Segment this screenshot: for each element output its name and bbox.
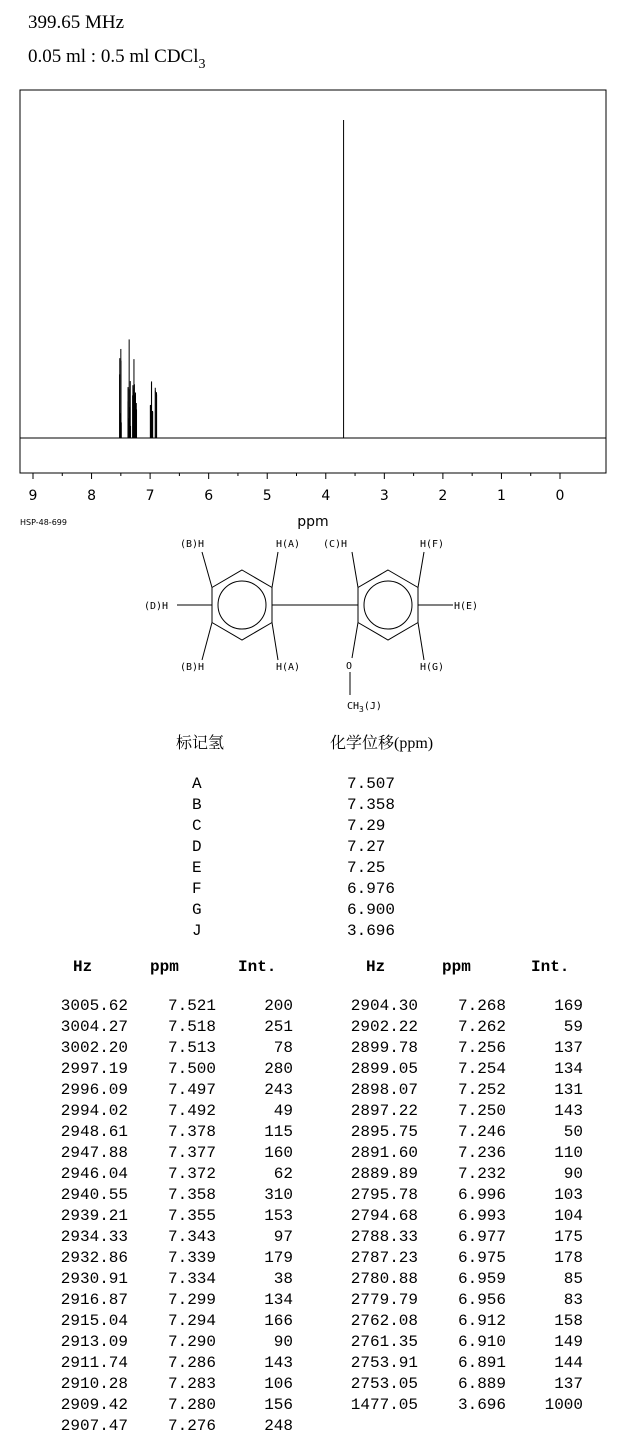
peak-hz: 2762.08 <box>350 1312 418 1330</box>
peak-row <box>0 1312 626 1333</box>
peak-intensity: 143 <box>554 1102 583 1120</box>
peak-hz: 2996.09 <box>60 1081 128 1099</box>
peak-intensity: 243 <box>264 1081 293 1099</box>
peak-ppm: 7.254 <box>457 1060 506 1078</box>
peak-hz: 2761.35 <box>350 1333 418 1351</box>
peak-ppm: 6.993 <box>457 1207 506 1225</box>
peak-hz: 2902.22 <box>350 1018 418 1036</box>
peak-hz: 2889.89 <box>350 1165 418 1183</box>
peak-ppm: 7.252 <box>457 1081 506 1099</box>
peak-header-int-left: Int. <box>238 958 277 976</box>
x-tick-label: 6 <box>204 488 214 504</box>
peak-ppm: 7.250 <box>457 1102 506 1120</box>
molecule-structure <box>130 530 530 720</box>
peak-hz: 2994.02 <box>60 1102 128 1120</box>
solvent-subscript: 3 <box>198 57 206 72</box>
peak-header-int-right: Int. <box>531 958 570 976</box>
x-tick-label: 8 <box>87 488 97 504</box>
solvent-text: 0.05 ml : 0.5 ml CDCl <box>28 46 199 67</box>
x-tick-label: 3 <box>379 488 389 504</box>
peak-intensity: 149 <box>554 1333 583 1351</box>
x-tick-label: 2 <box>438 488 448 504</box>
peak-row <box>0 1396 626 1417</box>
peak-ppm: 7.378 <box>167 1123 216 1141</box>
peak-hz: 2891.60 <box>350 1144 418 1162</box>
peak-intensity: 131 <box>554 1081 583 1099</box>
peak-ppm: 7.377 <box>167 1144 216 1162</box>
peak-ppm: 7.372 <box>167 1165 216 1183</box>
peak-intensity: 248 <box>264 1417 293 1435</box>
left-benzene-ring <box>212 570 272 640</box>
peak-row <box>0 1228 626 1249</box>
bond-a-top <box>272 552 278 588</box>
shift-value: 7.25 <box>347 859 386 877</box>
shift-value: 7.29 <box>347 817 386 835</box>
peak-ppm: 6.996 <box>457 1186 506 1204</box>
peak-intensity: 310 <box>264 1186 293 1204</box>
right-benzene-ring <box>358 570 418 640</box>
peak-row <box>0 1270 626 1291</box>
peak-intensity: 110 <box>554 1144 583 1162</box>
peak-ppm: 6.912 <box>457 1312 506 1330</box>
peak-ppm: 7.358 <box>167 1186 216 1204</box>
peak-hz: 2787.23 <box>350 1249 418 1267</box>
sample-solvent <box>28 46 206 73</box>
shift-label: J <box>192 922 202 940</box>
peak-hz: 2895.75 <box>350 1123 418 1141</box>
shift-label: C <box>192 817 202 835</box>
peak-row <box>0 1291 626 1312</box>
peak-intensity: 115 <box>264 1123 293 1141</box>
peak-intensity: 78 <box>273 1039 293 1057</box>
bond-c-top <box>352 552 358 588</box>
peak-ppm: 7.276 <box>167 1417 216 1435</box>
peak-hz: 2913.09 <box>60 1333 128 1351</box>
peak-ppm: 6.977 <box>457 1228 506 1246</box>
peak-ppm: 7.290 <box>167 1333 216 1351</box>
peak-ppm: 7.334 <box>167 1270 216 1288</box>
peak-ppm: 7.286 <box>167 1354 216 1372</box>
label-c-top: (C)H <box>323 539 348 550</box>
peak-hz: 2753.05 <box>350 1375 418 1393</box>
peak-hz: 1477.05 <box>350 1396 418 1414</box>
peak-hz: 2932.86 <box>60 1249 128 1267</box>
peak-row <box>0 1354 626 1375</box>
peak-intensity: 1000 <box>544 1396 583 1414</box>
bond-b-bottom <box>202 623 212 661</box>
peak-hz: 2899.05 <box>350 1060 418 1078</box>
peak-ppm: 7.343 <box>167 1228 216 1246</box>
label-a-bottom: H(A) <box>276 662 301 673</box>
peak-hz: 2795.78 <box>350 1186 418 1204</box>
peak-intensity: 90 <box>563 1165 583 1183</box>
peak-hz: 3005.62 <box>60 997 128 1015</box>
plot-frame <box>20 90 606 473</box>
shift-value: 6.900 <box>347 901 396 919</box>
peak-hz: 2947.88 <box>60 1144 128 1162</box>
peak-intensity: 134 <box>554 1060 583 1078</box>
shift-label: G <box>192 901 202 919</box>
peak-row <box>0 1081 626 1102</box>
peak-ppm: 7.262 <box>457 1018 506 1036</box>
peak-row <box>0 1039 626 1060</box>
shift-label: E <box>192 859 202 877</box>
shift-value: 3.696 <box>347 922 396 940</box>
peak-intensity: 137 <box>554 1375 583 1393</box>
peak-intensity: 62 <box>273 1165 293 1183</box>
peak-row <box>0 1165 626 1186</box>
peak-header-ppm-left: ppm <box>150 958 179 976</box>
peak-hz: 2911.74 <box>60 1354 128 1372</box>
nmr-spectrum-chart <box>0 80 626 535</box>
peak-intensity: 251 <box>264 1018 293 1036</box>
bond-g-bottom <box>418 623 424 661</box>
x-tick-label: 9 <box>28 488 38 504</box>
peak-header-ppm-right: ppm <box>442 958 471 976</box>
peak-intensity: 179 <box>264 1249 293 1267</box>
peak-ppm: 6.956 <box>457 1291 506 1309</box>
shift-label: F <box>192 880 202 898</box>
peak-ppm: 6.891 <box>457 1354 506 1372</box>
peak-row <box>0 1207 626 1228</box>
peak-ppm: 6.975 <box>457 1249 506 1267</box>
peak-intensity: 38 <box>273 1270 293 1288</box>
peak-intensity: 143 <box>264 1354 293 1372</box>
peak-hz: 2930.91 <box>60 1270 128 1288</box>
peak-row <box>0 1123 626 1144</box>
shift-table-label-header: 标记氢 <box>176 735 225 752</box>
peak-ppm: 3.696 <box>457 1396 506 1414</box>
peak-hz: 2907.47 <box>60 1417 128 1435</box>
shift-label: A <box>192 775 202 793</box>
peak-row <box>0 1018 626 1039</box>
peak-ppm: 7.246 <box>457 1123 506 1141</box>
peak-ppm: 7.492 <box>167 1102 216 1120</box>
x-tick-label: 5 <box>262 488 272 504</box>
peak-intensity: 83 <box>563 1291 583 1309</box>
peak-ppm: 7.513 <box>167 1039 216 1057</box>
peak-intensity: 134 <box>264 1291 293 1309</box>
peak-hz: 2940.55 <box>60 1186 128 1204</box>
peak-intensity: 106 <box>264 1375 293 1393</box>
x-tick-label: 7 <box>145 488 155 504</box>
peak-intensity: 50 <box>563 1123 583 1141</box>
shift-value: 6.976 <box>347 880 396 898</box>
peak-ppm: 6.959 <box>457 1270 506 1288</box>
peak-intensity: 158 <box>554 1312 583 1330</box>
peak-hz: 2899.78 <box>350 1039 418 1057</box>
peak-intensity: 103 <box>554 1186 583 1204</box>
peak-header-hz-left: Hz <box>73 958 93 976</box>
spectrum-code: HSP-48-699 <box>20 518 67 527</box>
peak-intensity: 90 <box>273 1333 293 1351</box>
label-g-bottom: H(G) <box>420 662 445 673</box>
x-tick-label: 0 <box>555 488 565 504</box>
label-a-top: H(A) <box>276 539 301 550</box>
peak-ppm: 7.497 <box>167 1081 216 1099</box>
peak-row <box>0 1375 626 1396</box>
label-f-top: H(F) <box>420 539 445 550</box>
peak-ppm: 7.521 <box>167 997 216 1015</box>
peak-intensity: 85 <box>563 1270 583 1288</box>
peak-ppm: 7.294 <box>167 1312 216 1330</box>
peak-ppm: 7.268 <box>457 997 506 1015</box>
peak-intensity: 153 <box>264 1207 293 1225</box>
peak-hz: 2939.21 <box>60 1207 128 1225</box>
label-b-top: (B)H <box>180 539 205 550</box>
peak-ppm: 7.518 <box>167 1018 216 1036</box>
peak-hz: 2910.28 <box>60 1375 128 1393</box>
shift-value: 7.27 <box>347 838 386 856</box>
peak-intensity: 104 <box>554 1207 583 1225</box>
peak-ppm: 7.283 <box>167 1375 216 1393</box>
peak-hz: 2916.87 <box>60 1291 128 1309</box>
bond-f-top <box>418 552 424 588</box>
shift-value: 7.507 <box>347 775 396 793</box>
x-axis-label: ppm <box>297 514 329 530</box>
peak-row <box>0 1249 626 1270</box>
peak-intensity: 160 <box>264 1144 293 1162</box>
label-methyl: $CH_3(J)$ <box>347 701 382 714</box>
peak-intensity: 97 <box>273 1228 293 1246</box>
peak-row <box>0 1333 626 1354</box>
bond-a-bottom <box>272 623 278 661</box>
peak-hz: 2909.42 <box>60 1396 128 1414</box>
peak-row <box>0 1144 626 1165</box>
peak-intensity: 166 <box>264 1312 293 1330</box>
peak-row <box>0 1417 626 1438</box>
peak-ppm: 7.339 <box>167 1249 216 1267</box>
peak-hz: 2897.22 <box>350 1102 418 1120</box>
peak-hz: 2934.33 <box>60 1228 128 1246</box>
peak-ppm: 7.500 <box>167 1060 216 1078</box>
peak-hz: 2898.07 <box>350 1081 418 1099</box>
peak-hz: 2946.04 <box>60 1165 128 1183</box>
peak-intensity: 137 <box>554 1039 583 1057</box>
peak-hz: 2915.04 <box>60 1312 128 1330</box>
peak-ppm: 6.910 <box>457 1333 506 1351</box>
x-tick-label: 1 <box>496 488 506 504</box>
peak-ppm: 7.299 <box>167 1291 216 1309</box>
spectrometer-frequency: 399.65 MHz <box>28 12 125 33</box>
peak-ppm: 7.236 <box>457 1144 506 1162</box>
peak-ppm: 7.232 <box>457 1165 506 1183</box>
shift-label: D <box>192 838 202 856</box>
peak-hz: 2948.61 <box>60 1123 128 1141</box>
peak-row <box>0 1186 626 1207</box>
peak-hz: 2753.91 <box>350 1354 418 1372</box>
shift-label: B <box>192 796 202 814</box>
peak-hz: 3004.27 <box>60 1018 128 1036</box>
peak-hz: 2904.30 <box>350 997 418 1015</box>
peak-row <box>0 997 626 1018</box>
peak-intensity: 200 <box>264 997 293 1015</box>
peak-ppm: 7.355 <box>167 1207 216 1225</box>
bond-b-top <box>202 552 212 588</box>
peak-hz: 2997.19 <box>60 1060 128 1078</box>
peak-hz: 3002.20 <box>60 1039 128 1057</box>
label-d-left: (D)H <box>144 601 169 612</box>
label-b-bottom: (B)H <box>180 662 205 673</box>
peak-header-hz-right: Hz <box>366 958 386 976</box>
label-e-right: H(E) <box>454 601 479 612</box>
peak-intensity: 49 <box>273 1102 293 1120</box>
peak-intensity: 169 <box>554 997 583 1015</box>
peak-hz: 2780.88 <box>350 1270 418 1288</box>
x-tick-label: 4 <box>321 488 331 504</box>
peak-row <box>0 1060 626 1081</box>
shift-table-ppm-header: 化学位移(ppm) <box>330 735 434 752</box>
peak-intensity: 178 <box>554 1249 583 1267</box>
peak-intensity: 59 <box>563 1018 583 1036</box>
peak-ppm: 6.889 <box>457 1375 506 1393</box>
peak-intensity: 144 <box>554 1354 583 1372</box>
peak-intensity: 175 <box>554 1228 583 1246</box>
shift-value: 7.358 <box>347 796 396 814</box>
label-oxygen: O <box>346 661 353 672</box>
peak-ppm: 7.280 <box>167 1396 216 1414</box>
peak-hz: 2794.68 <box>350 1207 418 1225</box>
peak-row <box>0 1102 626 1123</box>
peak-intensity: 280 <box>264 1060 293 1078</box>
peak-intensity: 156 <box>264 1396 293 1414</box>
peak-hz: 2788.33 <box>350 1228 418 1246</box>
peak-ppm: 7.256 <box>457 1039 506 1057</box>
bond-c-o <box>352 623 358 659</box>
peak-hz: 2779.79 <box>350 1291 418 1309</box>
